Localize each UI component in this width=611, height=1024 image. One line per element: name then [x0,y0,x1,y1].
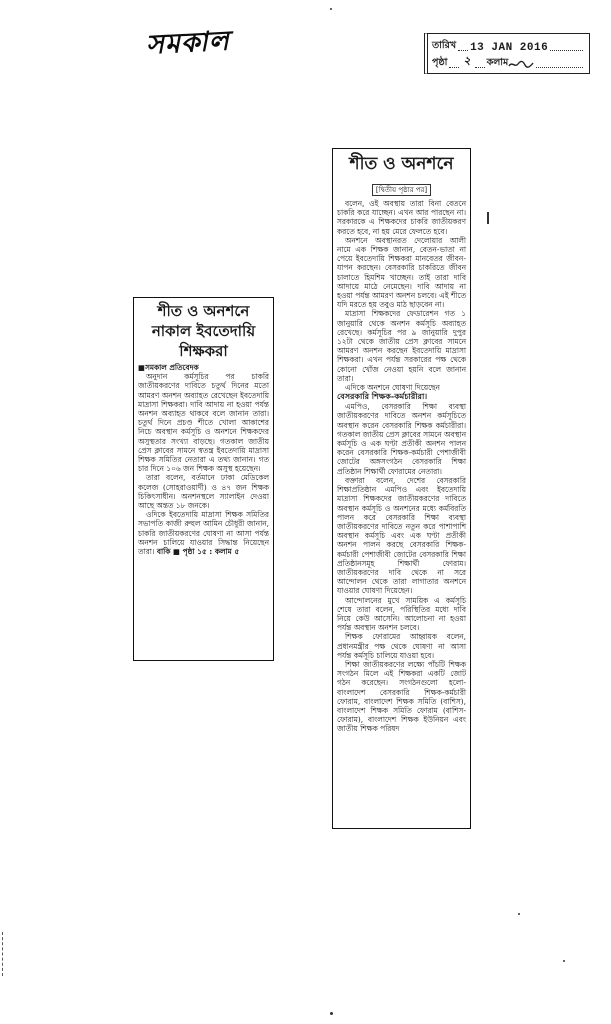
article-paragraph: অনুদান কর্মসূচির পর চাকরি জাতীয়করণের দাবিতে চতুর্থ দিনের মতো আমরণ অনশন অব্যাহত রেখেছেন ইবতেদায়ি মাদ্রাসা শিক্ষকরা। দাবি আদায় না হওয়া পর্যন্ত অনশন অব্যাহত থাকবে বলে জানান তারা। চতুর্থ দিনে প্রচণ্ড শীতে খোলা আকাশের নিচে অবস্থান কর্মসূচি ও অনশনে শিক্ষকদের অসুস্থতার সংখ্যা বাড়ছে। গতকাল জাতীয় প্রেস ক্লাবের সামনে স্বতন্ত্র ইবতেদায়ি মাদ্রাসা শিক্ষক সমিতির নেতারা এ তথ্য জানান। গত চার দিনে ১০৬ জন শিক্ষক অসুস্থ হয়েছেন। [138,372,269,474]
newspaper-masthead-logo: সমকাল [145,25,231,61]
scan-speck [330,8,332,10]
jump-continued-note: [দ্বিতীয় পৃষ্ঠার পর] [372,184,431,196]
article-section-lead [337,383,466,402]
section-subhead: বেসরকারি শিক্ষক-কর্মচারীরা। [337,392,428,402]
stamp-date-value: 13 JAN 2016 [470,42,549,54]
jump-page-news-clipping [332,148,471,829]
headline-line-2: নাকাল ইবতেদায়ি [151,322,256,340]
article-paragraph: শিক্ষা জাতীয়করণের লক্ষ্যে পাঁচটি শিক্ষক সংগঠন মিলে এই শিক্ষকরা একটি জোট গঠন করেছেন। সংগঠনগুলো হলো- বাংলাদেশ বেসরকারি শিক্ষক-কর্মচারী ফোরাম, বাংলাদেশ শিক্ষক সমিতি (বাশিস), বাংলাদেশ শিক্ষক সমিতি ফোরাম (বাশিস-ফোরাম), বাংলাদেশ শিক্ষক ইউনিয়ন এবং জাতীয় শিক্ষক পরিষদ [337,659,466,734]
jump-article-body [337,199,466,734]
front-article-headline [138,301,269,361]
jump-article-headline: শীত ও অনশনে [349,154,454,174]
stamp-dotted-leader [449,61,459,68]
article-paragraph: বক্তারা বলেন, দেশের বেসরকারি শিক্ষাপ্রতিষ্ঠান এমপিও এবং ইবতেদায়ি মাদ্রাসা শিক্ষকদের জাতীয়করণের দাবিতে অবস্থান কর্মসূচি ও অনশনের মধ্যে কর্মবিরতি পালন করে বেসরকারি শিক্ষা ব্যবস্থা জাতীয়করণের দাবিতে নতুন করে পাশাপাশি অবস্থান কর্মসূচি এবং এক ঘণ্টা প্রতীকী অনশন পালন করছে বেসরকারি শিক্ষক-কর্মচারী পেশাজীবী জোটের বেসরকারি শিক্ষা প্রতিষ্ঠানসমূহ শিক্ষার্থী ফোরাম। জাতীয়করণের দাবি থেকে না সরে আন্দোলন থেকে তারা লাগাতার অনশনে যাওয়ার ঘোষণা দিয়েছেন। [337,475,466,596]
stamp-page-value: ২ [463,54,471,67]
headline-line-3: শিক্ষকরা [179,342,228,360]
article-paragraph: এমপিও, বেসরকারি শিক্ষা ব্যবস্থা জাতীয়করণের দাবিতে অনশন কর্মসূচিতে অবস্থান করেন বেসরকারি শিক্ষক কর্মচারীরা। গতকাল জাতীয় প্রেস ক্লাবের সামনে অবস্থান কর্মসূচি ও এক ঘণ্টা প্রতীকী অনশন পালন করেন বেসরকারি শিক্ষক-কর্মচারী পেশাজীবী জোটের অঙ্গসংগঠন বেসরকারি শিক্ষা প্রতিষ্ঠান শিক্ষার্থী ফোরামের নেতারা। [337,402,466,476]
stamp-dotted-leader [536,61,583,68]
article-paragraph: বলেন, ওই অবস্থায় তারা বিনা বেতনে চাকরি করে যাচ্ছেন। এখন আর পারছেন না। সরকারকে এ শিক্ষকদের চাকরি জাতীয়করণ করতে হবে, না হয় মেরে ফেলতে হবে। [337,199,466,236]
jump-note-wrapper [337,177,466,196]
article-paragraph: শিক্ষক ফোরামের আহ্বায়ক বলেন, প্রধানমন্ত্রীর পক্ষ থেকে ঘোষণা না আসা পর্যন্ত কর্মসূচি চালিয়ে যাওয়া হবে। [337,632,466,660]
stamp-date-row [432,37,585,54]
article-paragraph: মাদ্রাসা শিক্ষকদের ফেডারেশন গত ১ জানুয়ারি থেকে অনশন কর্মসূচি অব্যাহত রেখেছে। কর্মসূচির পর ৯ জানুয়ারি দুপুর ১২টা থেকে জাতীয় প্রেস ক্লাবের সামনে আমরণ অনশন করছেন ইবতেদায়ি মাদ্রাসা শিক্ষকরা। এখন পর্যন্ত সরকারের পক্ষ থেকে কোনো খোঁজ নেওয়া হয়নি বলে জানান তারা। [337,309,466,383]
handwritten-scribble-icon [508,59,534,69]
front-page-news-clipping [133,297,274,661]
article-byline: ■সমকাল প্রতিবেদক [138,363,199,372]
stamp-page-label: পৃষ্ঠা [432,57,448,68]
stamp-page-row [432,54,585,71]
stamp-dotted-leader [550,44,583,51]
scan-edge-dashes [2,932,3,976]
scan-speck [563,960,565,962]
scan-mark [487,212,489,224]
article-paragraph: আন্দোলনের মুখে সাময়িক এ কর্মসূচি শেষে তারা বলেন, পরিস্থিতির মধ্যে দাবি নিয়ে কেউ আসেনি। আলোচনা না হওয়া পর্যন্ত অবস্থান অনশন চলবে। [337,595,466,633]
scan-speck [518,913,520,915]
stamp-dotted-leader [475,61,485,68]
stamp-date-label: তারিখ [432,40,457,51]
article-paragraph-text: ওদিকে ইবতেদায়ি মাদ্রাসা শিক্ষক সমিতির সভাপতি কাজী রুহুল আমিন চৌধুরী জানান, চাকরি জাতীয়করণের ঘোষণা না আসা পর্যন্ত অনশন চালিয়ে যাওয়ার সিদ্ধান্ত নিয়েছেন তারা। [138,510,269,557]
section-lead-text: এদিকে অনশনে ঘোষণা দিয়েছেন [345,383,440,393]
front-article-body [138,363,269,556]
headline-line-1: শীত ও অনশনে [157,302,250,320]
stamp-column-label: কলাম [486,57,509,68]
article-paragraph: তারা বলেন, বর্তমানে ঢাকা মেডিকেল কলেজ (সোহরাওয়ার্দী) ও ৪৭ জন শিক্ষক চিকিৎসাধীন। অনশনস্থলে স্যালাইন দেওয়া আছে অন্তত ১৮ জনকে। [138,473,269,511]
scan-speck [330,1012,333,1015]
stamp-dotted-leader [458,44,468,51]
continuation-reference: বাকি ■ পৃষ্ঠা ১৫ : কলাম ৫ [156,547,240,557]
article-paragraph: অনশনে অবস্থানরত দেলোয়ার আলী নামে এক শিক্ষক জানান, বেতন-ভাতা না পেয়ে ইবতেদায়ি শিক্ষকরা মানবেতর জীবন-যাপন করছেন। বেসরকারি চাকরিতে জীবন চালাতে হিমশিম খাচ্ছেন। তাই তারা দাবি আদায়ে মাঠে নেমেছেন। দাবি আদায় না হওয়া পর্যন্ত আমরণ অনশন চলবে। এই শীতে যদি মরতে হয় তবুও মাঠ ছাড়বেন না। [337,235,466,310]
article-paragraph [138,510,269,556]
archive-date-stamp [424,33,590,74]
